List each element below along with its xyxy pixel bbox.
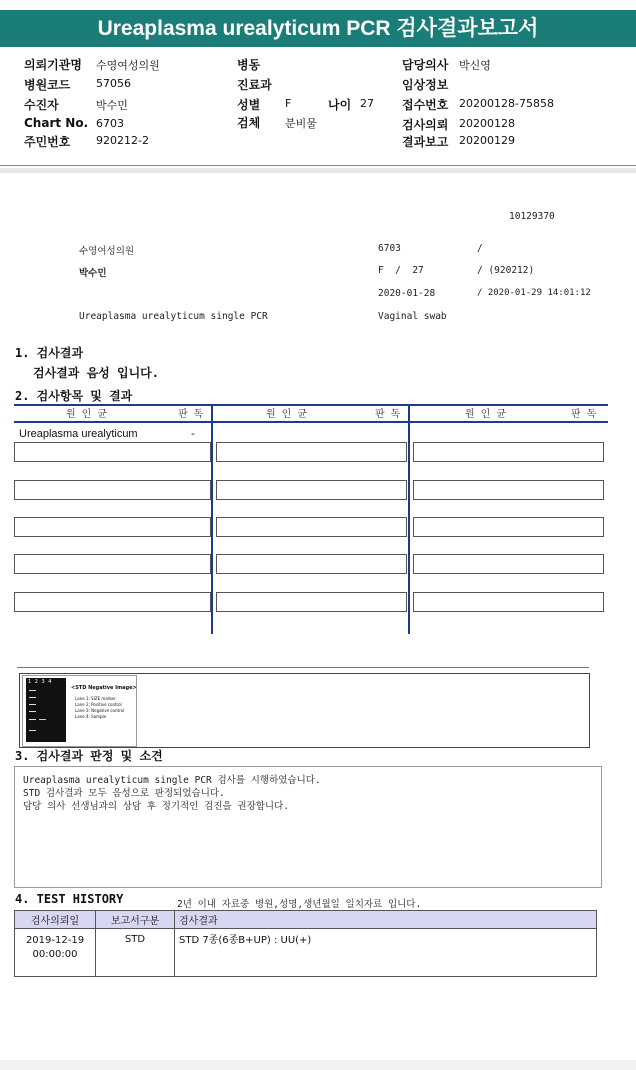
gel-legend-2: Lane 2: Positive control [75, 702, 122, 707]
gel-band [29, 697, 36, 698]
grid-divider-2 [408, 404, 410, 634]
opinion-box [14, 766, 602, 888]
info-date-request: 2020-01-28 [378, 288, 436, 299]
history-result: STD 7종(6종B+UP) : UU(+) [175, 929, 597, 977]
gel-photo [26, 678, 66, 742]
history-row [15, 929, 597, 977]
grid-header-line [14, 421, 608, 423]
gel-band [29, 719, 36, 720]
history-time: 00:00:00 [32, 949, 78, 960]
history-col-date: 검사의뢰일 [15, 911, 96, 929]
col-judge-1: 판 독 [178, 409, 204, 420]
section1-result: 검사결과 음성 입니다. [33, 366, 160, 380]
history-table [14, 910, 597, 977]
label-report-date: 결과보고 [402, 135, 449, 149]
gel-lane-numbers: 1 2 3 4 [28, 679, 53, 685]
label-ward: 병동 [237, 58, 261, 72]
gel-band [39, 719, 46, 720]
empty-cell [413, 554, 604, 574]
header-shadow [0, 168, 636, 173]
section1-title: 1. 검사결과 [15, 346, 84, 360]
col-judge-2: 판 독 [375, 409, 401, 420]
info-test-name: Ureaplasma urealyticum single PCR [79, 311, 268, 322]
gel-band [29, 711, 36, 712]
info-birth: / (920212) [477, 265, 535, 276]
empty-cell [216, 480, 407, 500]
gel-top-rule [17, 667, 589, 668]
value-hospital: 수영여성의원 [96, 59, 160, 72]
gel-legend-1: Lane 1: SIZE marker [75, 696, 116, 701]
header-divider [0, 165, 636, 166]
col-organism-3: 원 인 균 [465, 409, 507, 420]
grid-divider-1 [211, 404, 213, 634]
value-specimen: 분비물 [285, 117, 317, 130]
value-patient: 박수민 [96, 99, 128, 112]
report-title: Ureaplasma urealyticum PCR 검사결과보고서 [0, 10, 636, 47]
history-col-result: 검사결과 [175, 911, 597, 929]
gel-band [29, 704, 36, 705]
label-chart-no: Chart No. [24, 116, 89, 130]
gel-caption: <STD Negative Image> [71, 685, 137, 691]
label-clinical-info: 임상정보 [402, 78, 449, 92]
label-sex: 성별 [237, 98, 261, 112]
section4-note: 2년 이내 자료중 병원,성명,생년월일 일치자료 입니다. [177, 899, 422, 910]
info-hospital: 수영여성의원 [79, 246, 135, 257]
gel-legend-4: Lane 4: Sample [75, 714, 107, 719]
gel-image-frame [19, 673, 590, 748]
section2-title: 2. 검사항목 및 결과 [15, 389, 133, 403]
value-report-date: 20200129 [459, 134, 515, 147]
empty-cell [14, 554, 211, 574]
value-chart-no: 6703 [96, 117, 124, 130]
history-date-cell [15, 929, 96, 977]
value-doctor: 박신영 [459, 59, 491, 72]
history-type: STD [96, 929, 175, 977]
info-patient: 박수민 [79, 268, 107, 279]
info-sex-age: F / 27 [378, 265, 424, 276]
value-resident-no: 920212-2 [96, 134, 149, 147]
empty-cell [413, 442, 604, 462]
info-specimen: Vaginal swab [378, 311, 447, 322]
empty-cell [413, 592, 604, 612]
label-hospital-code: 병원코드 [24, 78, 71, 92]
label-receipt-no: 접수번호 [402, 98, 449, 112]
empty-cell [14, 442, 211, 462]
history-header-row [15, 911, 597, 929]
col-organism-1: 원 인 균 [66, 409, 108, 420]
gel-thumbnail [22, 675, 137, 747]
empty-cell [216, 554, 407, 574]
report-code: 10129370 [509, 211, 555, 222]
history-date: 2019-12-19 [25, 935, 85, 946]
value-receipt-no: 20200128-75858 [459, 97, 554, 110]
label-resident-no: 주민번호 [24, 135, 71, 149]
empty-cell [216, 517, 407, 537]
label-patient: 수진자 [24, 98, 59, 112]
empty-cell [216, 592, 407, 612]
gel-band [29, 690, 36, 691]
value-request-date: 20200128 [459, 117, 515, 130]
section4-title: 4. TEST HISTORY [15, 892, 124, 906]
organism-name: Ureaplasma urealyticum [19, 428, 138, 440]
info-date-report: / 2020-01-29 14:01:12 [477, 288, 591, 298]
organism-result: - [191, 427, 195, 440]
history-col-type: 보고서구분 [96, 911, 175, 929]
section3-title: 3. 검사결과 판정 및 소견 [15, 749, 163, 763]
opinion-line-3: 담당 의사 선생님과의 상담 후 정기적인 검진을 권장합니다. [23, 801, 290, 812]
label-age: 나이 [328, 98, 352, 112]
col-judge-3: 판 독 [571, 409, 597, 420]
label-department: 진료과 [237, 78, 272, 92]
col-organism-2: 원 인 균 [266, 409, 308, 420]
label-doctor: 담당의사 [402, 58, 449, 72]
gel-legend-3: Lane 3: Negative control [75, 708, 125, 713]
gel-band [29, 730, 36, 731]
opinion-line-1: Ureaplasma urealyticum single PCR 검사를 시행하였습니다. [23, 775, 321, 786]
value-hospital-code: 57056 [96, 77, 131, 90]
value-age: 27 [360, 97, 374, 110]
empty-cell [14, 480, 211, 500]
empty-cell [216, 442, 407, 462]
opinion-line-2: STD 검사결과 모두 음성으로 판정되었습니다. [23, 788, 225, 799]
label-request-date: 검사의뢰 [402, 118, 449, 132]
info-chart: 6703 [378, 243, 401, 254]
label-hospital: 의뢰기관명 [24, 58, 82, 72]
label-specimen: 검체 [237, 116, 261, 130]
info-slash: / [477, 243, 483, 254]
empty-cell [413, 517, 604, 537]
value-sex: F [285, 97, 292, 110]
empty-cell [14, 592, 211, 612]
empty-cell [14, 517, 211, 537]
empty-cell [413, 480, 604, 500]
